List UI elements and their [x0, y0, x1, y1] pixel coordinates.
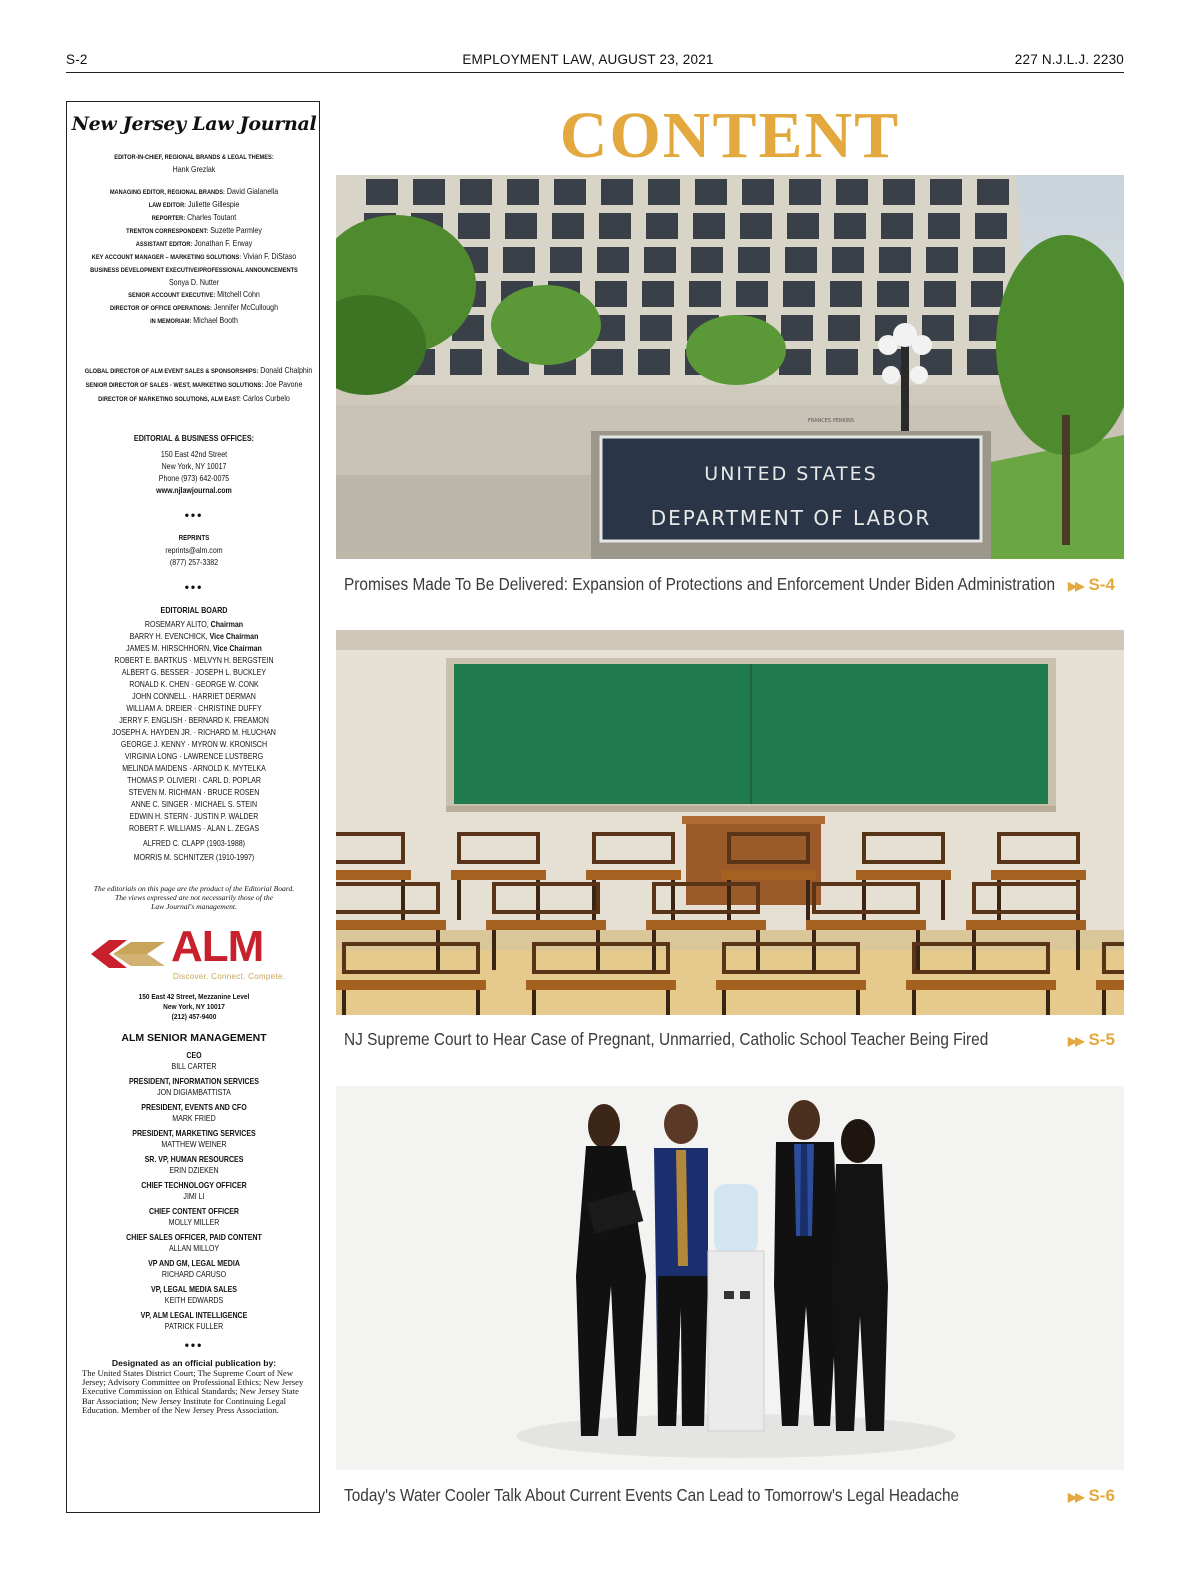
- building-window: [413, 179, 445, 205]
- editorial-note: [67, 884, 321, 912]
- staff-role: EDITOR-IN-CHIEF, REGIONAL BRANDS & LEGAL THEMES:: [114, 154, 274, 161]
- desk: [451, 870, 546, 880]
- building-window: [738, 247, 770, 273]
- staff-entry: [85, 264, 303, 277]
- desk-leg: [342, 990, 346, 1015]
- staff-entry: [85, 289, 303, 302]
- alm-staff-list: [67, 364, 321, 406]
- building-window: [689, 281, 721, 307]
- desk: [526, 980, 676, 990]
- staff-name: Jennifer McCullough: [213, 303, 279, 312]
- management-name: MOLLY MILLER: [168, 1217, 220, 1227]
- staff-entry: [85, 302, 303, 315]
- building-window: [507, 179, 539, 205]
- staff-name: Carlos Curbelo: [242, 394, 290, 403]
- building-window: [883, 179, 915, 205]
- office-line: 150 East 42nd Street: [160, 450, 228, 459]
- spacer: [67, 176, 321, 186]
- management-name: KEITH EDWARDS: [164, 1295, 224, 1305]
- desk: [1096, 980, 1124, 990]
- board-heading: EDITORIAL BOARD: [160, 605, 228, 615]
- management-name: PATRICK FULLER: [164, 1321, 224, 1331]
- building-window: [928, 213, 960, 239]
- staff-role: REPORTER:: [151, 215, 186, 222]
- designation-heading: Designated as an official publication by:: [111, 1357, 277, 1368]
- desk: [991, 870, 1086, 880]
- management-entry: [67, 1206, 321, 1228]
- building-window: [695, 179, 727, 205]
- staff-role: BUSINESS DEVELOPMENT EXECUTIVE/PROFESSIONAL ANNOUNCEMENTS: [90, 267, 298, 274]
- reprints-email: reprints@alm.com: [165, 546, 223, 555]
- board-member-row: VIRGINIA LONG · LAWRENCE LUSTBERG: [124, 752, 264, 761]
- desk-leg: [476, 990, 480, 1015]
- management-title: PRESIDENT, INFORMATION SERVICES: [128, 1076, 260, 1086]
- management-name: BILL CARTER: [171, 1061, 217, 1071]
- desk-leg: [856, 990, 860, 1015]
- staff-role: LAW EDITOR:: [148, 202, 187, 209]
- page-link-s6[interactable]: [1068, 1486, 1115, 1506]
- board-member-row: THOMAS P. OLIVIERI · CARL D. POPLAR: [127, 776, 261, 785]
- board-officer: [85, 619, 303, 631]
- board-member-row: STEVEN M. RICHMAN · BRUCE ROSEN: [128, 788, 260, 797]
- desk: [906, 980, 1056, 990]
- alm-staff-entry: [85, 378, 303, 392]
- staff-name: Suzette Parmley: [210, 226, 262, 235]
- management-entry: [67, 1232, 321, 1254]
- building-window: [648, 179, 680, 205]
- building-window: [366, 179, 398, 205]
- staff-name: Joe Pavone: [265, 380, 303, 389]
- building-window: [926, 247, 958, 273]
- fast-forward-icon: ▶▶: [1068, 1490, 1083, 1504]
- alm-staff-entry: [85, 392, 303, 406]
- caption-story-2: NJ Supreme Court to Hear Case of Pregnant, Unmarried, Catholic School Teacher Being Fired: [344, 1029, 989, 1049]
- alm-staff-entry: [84, 364, 313, 378]
- board-founder: ALFRED C. CLAPP (1903-1988): [142, 839, 246, 848]
- desk-leg: [941, 880, 945, 920]
- desk: [336, 920, 446, 930]
- alm-wordmark: ALM: [171, 921, 264, 971]
- fast-forward-icon: ▶▶: [1068, 1034, 1083, 1048]
- building-window: [787, 213, 819, 239]
- reprints-block: [67, 533, 321, 569]
- management-heading: ALM SENIOR MANAGEMENT: [121, 1031, 267, 1044]
- building-window: [783, 281, 815, 307]
- board-member-name: ROSEMARY ALITO,: [144, 620, 209, 629]
- editorial-note-line: The views expressed are not necessarily those of the: [114, 893, 274, 903]
- desk-leg: [812, 930, 816, 970]
- building-window: [977, 179, 1009, 205]
- editorial-note-line: Law Journal's management.: [151, 902, 237, 912]
- building-window: [785, 247, 817, 273]
- desk-leg: [1046, 990, 1050, 1015]
- board-member-row: GEORGE J. KENNY · MYRON W. KRONISCH: [120, 740, 268, 749]
- staff-name: Juliette Gillespie: [188, 200, 240, 209]
- desk: [721, 870, 816, 880]
- building-window: [691, 247, 723, 273]
- desk-leg: [916, 930, 920, 970]
- management-title: VP, LEGAL MEDIA SALES: [151, 1284, 237, 1294]
- management-entry: [67, 1258, 321, 1280]
- board-member-row: WILLIAM A. DREIER · CHRISTINE DUFFY: [126, 704, 262, 713]
- board-member-row: RONALD K. CHEN · GEORGE W. CONK: [129, 680, 259, 689]
- page-ref: S-6: [1088, 1486, 1115, 1505]
- staff-entry: [85, 212, 303, 225]
- office-line: New York, NY 10017: [161, 462, 227, 471]
- board-member-name: JAMES M. HIRSCHHORN,: [126, 644, 212, 653]
- staff-role: GLOBAL DIRECTOR OF ALM EVENT SALES & SPONSORSHIPS:: [84, 368, 259, 375]
- building-window: [975, 213, 1007, 239]
- staff-entry: [85, 251, 303, 264]
- desk: [336, 870, 411, 880]
- desk: [486, 920, 606, 930]
- staff-entry: [85, 225, 303, 238]
- building-window: [505, 213, 537, 239]
- board-member-row: ALBERT G. BESSER · JOSEPH L. BUCKLEY: [121, 668, 267, 677]
- staff-name: Donald Chalphin: [260, 366, 313, 375]
- staff-entry: [85, 238, 303, 251]
- building-window: [460, 179, 492, 205]
- desk-leg: [652, 930, 656, 970]
- board-title: Chairman: [210, 620, 244, 629]
- building-window: [826, 349, 858, 375]
- desk-leg: [666, 990, 670, 1015]
- management-entry: [67, 1076, 321, 1098]
- staff-role: SENIOR ACCOUNT EXECUTIVE:: [128, 292, 216, 299]
- building-window: [973, 247, 1005, 273]
- staff-role: TRENTON CORRESPONDENT:: [126, 228, 209, 235]
- building-window: [550, 247, 582, 273]
- building-window: [781, 315, 813, 341]
- sign-department-of-labor: DEPARTMENT OF LABOR: [650, 506, 932, 530]
- masthead-box: [66, 101, 320, 1513]
- board-member-row: JOSEPH A. HAYDEN JR. · RICHARD M. HLUCHAN: [112, 728, 276, 737]
- building-window: [834, 213, 866, 239]
- management-title: PRESIDENT, EVENTS AND CFO: [141, 1102, 247, 1112]
- reprints-heading: REPRINTS: [178, 535, 210, 542]
- building-window: [599, 213, 631, 239]
- building-window: [736, 281, 768, 307]
- desk: [336, 980, 486, 990]
- board-member-row: JERRY F. ENGLISH · BERNARD K. FREAMON: [119, 716, 269, 725]
- staff-list: [67, 151, 321, 328]
- management-name: ALLAN MILLOY: [168, 1243, 220, 1253]
- office-line: Phone (973) 642-0075: [158, 474, 230, 483]
- photo-classroom: [336, 630, 1124, 1015]
- staff-name: Mitchell Cohn: [217, 290, 260, 299]
- fast-forward-icon: ▶▶: [1068, 579, 1083, 593]
- management-name: JON DIGIAMBATTISTA: [157, 1087, 231, 1097]
- building-window: [638, 349, 670, 375]
- management-title: CHIEF TECHNOLOGY OFFICER: [141, 1180, 247, 1190]
- desk-leg: [756, 930, 760, 970]
- designation-text: The United States District Court; The Supreme Court of New Jersey; Advisory Committee on Professional Ethics; New Jersey Executive Commission on Ethical Standards; New Jersey State Bar Association; New Jersey Institute for Continuing Legal Education. Member of the New Jersey Press Association.: [82, 1367, 304, 1416]
- building-window: [830, 281, 862, 307]
- board-member-row: MELINDA MAIDENS · ARNOLD K. MYTELKA: [122, 764, 266, 773]
- alm-logo: [67, 921, 321, 986]
- board-member-name: BARRY H. EVENCHICK,: [129, 632, 208, 641]
- building-window: [693, 213, 725, 239]
- caption-story-3: Today's Water Cooler Talk About Current Events Can Lead to Tomorrow's Legal Headache: [344, 1485, 960, 1505]
- board-member-row: ROBERT E. BARTKUS · MELVYN H. BERGSTEIN: [114, 656, 274, 665]
- management-title: VP AND GM, LEGAL MEDIA: [148, 1258, 240, 1268]
- building-window: [601, 179, 633, 205]
- section-date: EMPLOYMENT LAW, AUGUST 23, 2021: [462, 52, 714, 67]
- page-number: S-2: [66, 52, 88, 67]
- alm-address: [67, 992, 321, 1022]
- management-entry: [67, 1154, 321, 1176]
- desk-leg: [722, 990, 726, 1015]
- desk-leg: [912, 990, 916, 1015]
- desk: [856, 870, 951, 880]
- board-member-row: ANNE C. SINGER · MICHAEL S. STEIN: [130, 800, 258, 809]
- management-title: CEO: [186, 1050, 202, 1060]
- building-window: [832, 247, 864, 273]
- photo-water-cooler: [336, 1086, 1124, 1470]
- staff-entry: [85, 199, 303, 212]
- building-window: [877, 281, 909, 307]
- board-founder: MORRIS M. SCHNITZER (1910-1997): [133, 853, 255, 862]
- management-entry: [67, 1310, 321, 1332]
- staff-role: DIRECTOR OF OFFICE OPERATIONS:: [109, 305, 212, 312]
- staff-name: Michael Booth: [193, 316, 238, 325]
- building-window: [450, 349, 482, 375]
- building-window: [591, 349, 623, 375]
- desk-leg: [492, 930, 496, 970]
- board-member-row: EDWIN H. STERN · JUSTIN P. WALDER: [129, 812, 259, 821]
- desk-leg: [436, 930, 440, 970]
- management-name: ERIN DZIEKEN: [169, 1165, 219, 1175]
- management-title: CHIEF CONTENT OFFICER: [149, 1206, 239, 1216]
- building-window: [828, 315, 860, 341]
- desk-leg: [457, 880, 461, 920]
- building-window: [595, 281, 627, 307]
- board-member-row: JOHN CONNELL · HARRIET DERMAN: [132, 692, 256, 701]
- website: www.njlawjournal.com: [156, 486, 232, 495]
- staff-role: SENIOR DIRECTOR OF SALES - WEST, MARKETING SOLUTIONS:: [85, 382, 264, 389]
- building-window: [924, 281, 956, 307]
- staff-name: David Gialanella: [226, 187, 279, 196]
- staff-role: IN MEMORIAM:: [150, 318, 192, 325]
- editorial-note-line: The editorials on this page are the product of the Editorial Board.: [93, 884, 295, 893]
- sign-united-states: UNITED STATES: [704, 463, 878, 485]
- alm-tagline: Discover. Connect. Compete.: [173, 971, 286, 981]
- header-rule: [66, 72, 1124, 73]
- separator: •••: [184, 508, 204, 522]
- management-name: MATTHEW WEINER: [161, 1139, 227, 1149]
- desk-leg: [596, 930, 600, 970]
- page-ref: S-5: [1088, 1030, 1115, 1049]
- page-link-s5[interactable]: [1068, 1030, 1115, 1050]
- staff-name: Jonathan F. Erway: [194, 239, 253, 248]
- board-officer: [85, 643, 303, 655]
- publication-logo: New Jersey Law Journal: [71, 113, 317, 135]
- alm-address-line: (212) 457-9400: [171, 1011, 217, 1021]
- staff-entry: [85, 186, 303, 199]
- board-title: Vice Chairman: [213, 644, 262, 653]
- management-name: MARK FRIED: [172, 1113, 216, 1123]
- staff-role: KEY ACCOUNT MANAGER – MARKETING SOLUTIONS:: [91, 254, 242, 261]
- page-link-s4[interactable]: [1068, 575, 1115, 595]
- building-window: [597, 247, 629, 273]
- citation: 227 N.J.L.J. 2230: [1014, 52, 1124, 67]
- staff-entry: [85, 151, 303, 164]
- desk: [716, 980, 866, 990]
- building-window: [503, 247, 535, 273]
- desk-leg: [532, 990, 536, 1015]
- building-window: [646, 213, 678, 239]
- staff-role: ASSISTANT EDITOR:: [135, 241, 193, 248]
- page-ref: S-4: [1088, 575, 1115, 594]
- building-window: [967, 349, 999, 375]
- management-name: JIMI LI: [183, 1191, 205, 1201]
- desk-leg: [972, 930, 976, 970]
- management-entry: [67, 1180, 321, 1202]
- desk-leg: [1076, 930, 1080, 970]
- offices-heading: EDITORIAL & BUSINESS OFFICES:: [133, 433, 255, 443]
- desk-leg: [1102, 990, 1106, 1015]
- management-entry: [67, 1284, 321, 1306]
- management-entry: [67, 1050, 321, 1072]
- board-title: Vice Chairman: [209, 632, 259, 641]
- management-title: SR. VP, HUMAN RESOURCES: [144, 1154, 244, 1164]
- staff-name: Hank Grezlak: [172, 165, 216, 174]
- reprints-phone: (877) 257-3382: [169, 558, 219, 567]
- building-plaque: FRANCES PERKINS: [807, 418, 855, 424]
- building-window: [789, 179, 821, 205]
- staff-role: DIRECTOR OF MARKETING SOLUTIONS, ALM EAST:: [98, 396, 241, 403]
- separator: •••: [184, 1337, 204, 1352]
- building-window: [552, 213, 584, 239]
- staff-name: Sonya D. Nutter: [168, 278, 220, 287]
- desk-leg: [806, 880, 810, 920]
- management-title: VP, ALM LEGAL INTELLIGENCE: [140, 1310, 248, 1320]
- management-entry: [67, 1102, 321, 1124]
- building-window: [458, 213, 490, 239]
- board-officer: [85, 631, 303, 643]
- designation-block: [67, 1357, 321, 1416]
- building-window: [971, 281, 1003, 307]
- management-list: [67, 1050, 321, 1332]
- desk: [586, 870, 681, 880]
- building-window: [640, 315, 672, 341]
- building-window: [742, 179, 774, 205]
- alm-address-line: 150 East 42 Street, Mezzanine Level: [138, 991, 250, 1001]
- staff-name: Vivian F. DiStaso: [243, 252, 297, 261]
- desk: [966, 920, 1086, 930]
- building-window: [642, 281, 674, 307]
- staff-entry: [85, 315, 303, 328]
- staff-name: Charles Toutant: [187, 213, 237, 222]
- building-window: [554, 179, 586, 205]
- editorial-board: [67, 604, 321, 865]
- management-entry: [67, 1128, 321, 1150]
- desk: [806, 920, 926, 930]
- building-window: [881, 213, 913, 239]
- separator: •••: [184, 580, 204, 594]
- building-window: [644, 247, 676, 273]
- building-window: [930, 179, 962, 205]
- content-title: CONTENT: [559, 99, 901, 172]
- offices-block: [67, 432, 321, 497]
- board-member-row: ROBERT F. WILLIAMS · ALAN L. ZEGAS: [128, 824, 260, 833]
- staff-role: MANAGING EDITOR, REGIONAL BRANDS:: [109, 189, 225, 196]
- alm-address-line: New York, NY 10017: [163, 1001, 225, 1011]
- building-window: [836, 179, 868, 205]
- management-title: PRESIDENT, MARKETING SERVICES: [132, 1128, 256, 1138]
- building-window: [879, 247, 911, 273]
- building-window: [740, 213, 772, 239]
- management-name: RICHARD CARUSO: [161, 1269, 227, 1279]
- management-title: CHIEF SALES OFFICER, PAID CONTENT: [126, 1232, 262, 1242]
- photo-department-of-labor: [336, 175, 1124, 559]
- caption-story-1: Promises Made To Be Delivered: Expansion of Protections and Enforcement Under Biden Administration: [344, 574, 1056, 594]
- desk: [646, 920, 766, 930]
